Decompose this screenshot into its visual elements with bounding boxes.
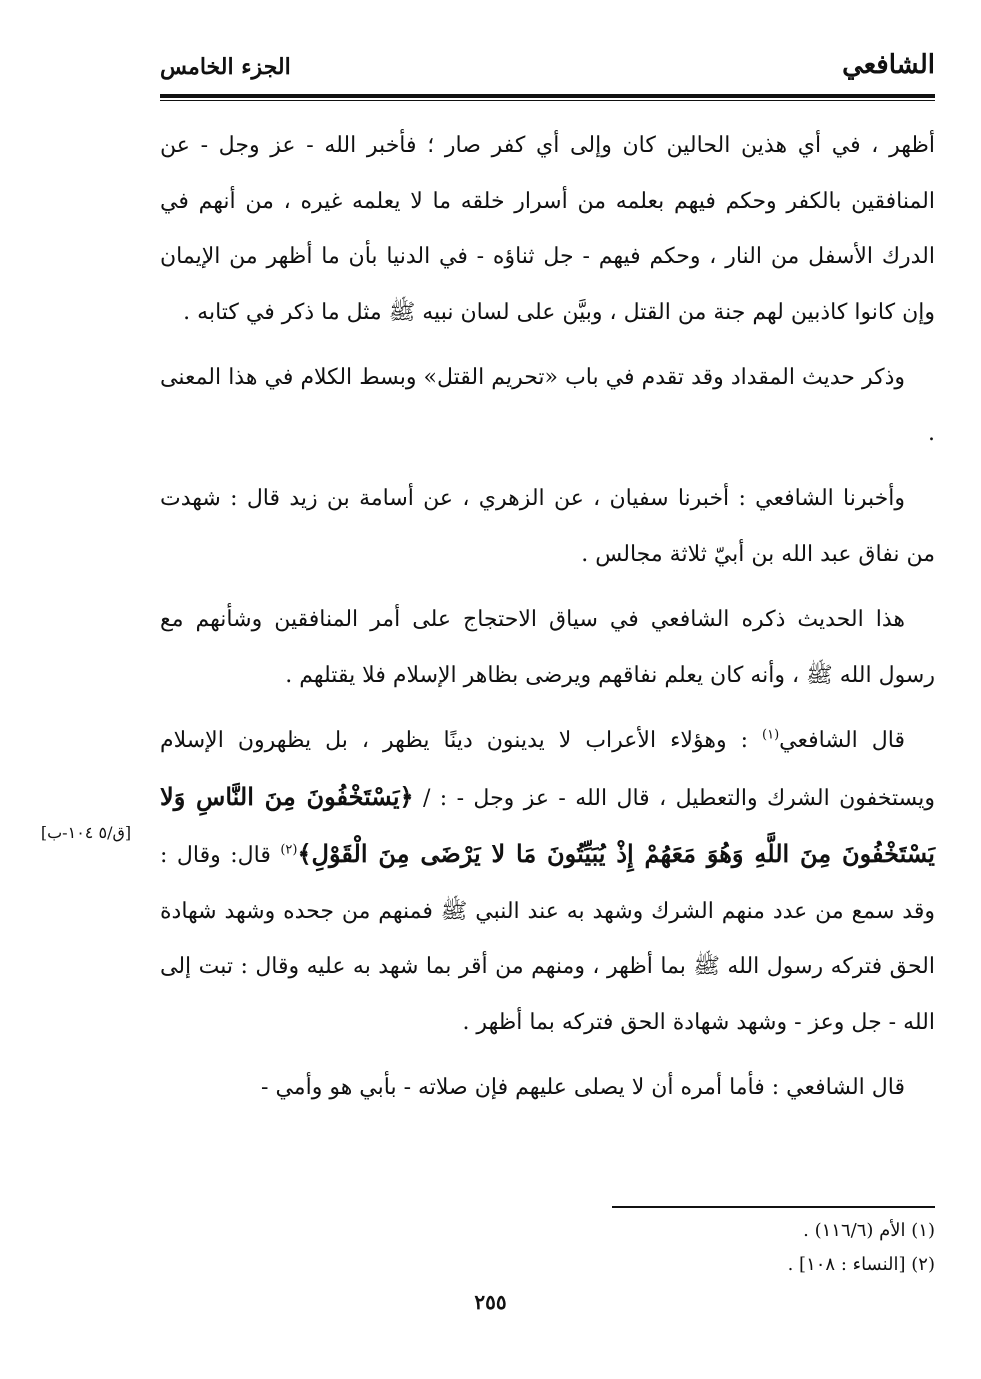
paragraph-2: وذكر حديث المقداد وقد تقدم في باب «تحريم القتل» وبسط الكلام في هذا المعنى .: [160, 365, 935, 446]
book-title: الشافعي: [842, 50, 935, 80]
main-text: [160, 118, 935, 1126]
header-rule-thick: [160, 94, 935, 98]
paragraph-4: هذا الحديث ذكره الشافعي في سياق الاحتجاج على أمر المنافقين وشأنهم مع رسول الله ﷺ ، وأنه كان يعلم نفاقهم ويرضى بظاهر الإسلام فلا يقتلهم .: [160, 607, 935, 688]
paragraph-3: وأخبرنا الشافعي : أخبرنا سفيان ، عن الزهري ، عن أسامة بن زيد قال : شهدت من نفاق عبد الله بن أبيّ ثلاثة مجالس .: [160, 486, 935, 567]
footnote-ref-1: (١): [762, 727, 780, 743]
footnote-2: (٢) [النساء : ١٠٨] .: [787, 1254, 935, 1275]
quote-part-1: : وهؤلاء الأعراب لا يدينون دينًا يظهر ، بل يظهرون الإسلام ويستخفون الشرك والتعطيل ، قال الله - عز وجل - : /: [160, 728, 936, 811]
quote-part-2: قال: وقال : وقد سمع من عدد منهم الشرك وشهد به عند النبي ﷺ فمنهم من جحده وشهد شهادة الحق فتركه رسول الله ﷺ بما أظهر ، ومنهم من أقر بما شهد به عليه وقال : تبت إلى الله - جل وعز - وشهد شهادة الحق فتركه بما أظهر .: [160, 843, 935, 1035]
paragraph-5: [160, 713, 935, 1050]
part-title: الجزء الخامس: [160, 54, 291, 80]
paragraph-1: أظهر ، في أي هذين الحالين كان وإلى أي كفر صار ؛ فأخبر الله - عز وجل - عن المنافقين بالكفر وحكم فيهم بعلمه من أسرار خلقه ما لا يعلمه غيره ، من أنهم في الدرك الأسفل من النار ، وحكم فيهم - جل ثناؤه - في الدنيا بأن ما أظهر من الإيمان وإن كانوا كاذبين لهم جنة من القتل ، وبيَّن على لسان نبيه ﷺ مثل ما ذكر في كتابه .: [160, 133, 935, 325]
footnote-rule: [612, 1206, 935, 1208]
quote-lead: قال الشافعي: [779, 728, 906, 753]
footnote-ref-2: (٢): [280, 842, 298, 858]
page-number: ٢٥٥: [474, 1290, 507, 1314]
header-rule-thin: [160, 100, 935, 101]
footnote-1: (١) الأم (١١٦/٦) .: [803, 1220, 935, 1241]
paragraph-6: قال الشافعي : فأما أمره أن لا يصلى عليهم فإن صلاته - بأبي هو وأمي -: [261, 1075, 905, 1100]
footnotes: [160, 1214, 935, 1282]
manuscript-folio-note: [ق/٥ ١٠٤-ب]: [40, 823, 132, 842]
quran-verse: ﴿يَسْتَخْفُونَ مِنَ النَّاسِ وَلا يَسْتَخْفُونَ مِنَ اللَّهِ وَهُوَ مَعَهُمْ إِذْ يُبَيِّتُونَ مَا لا يَرْضَى مِنَ الْقَوْلِ﴾: [160, 781, 935, 868]
running-head: [160, 50, 935, 90]
